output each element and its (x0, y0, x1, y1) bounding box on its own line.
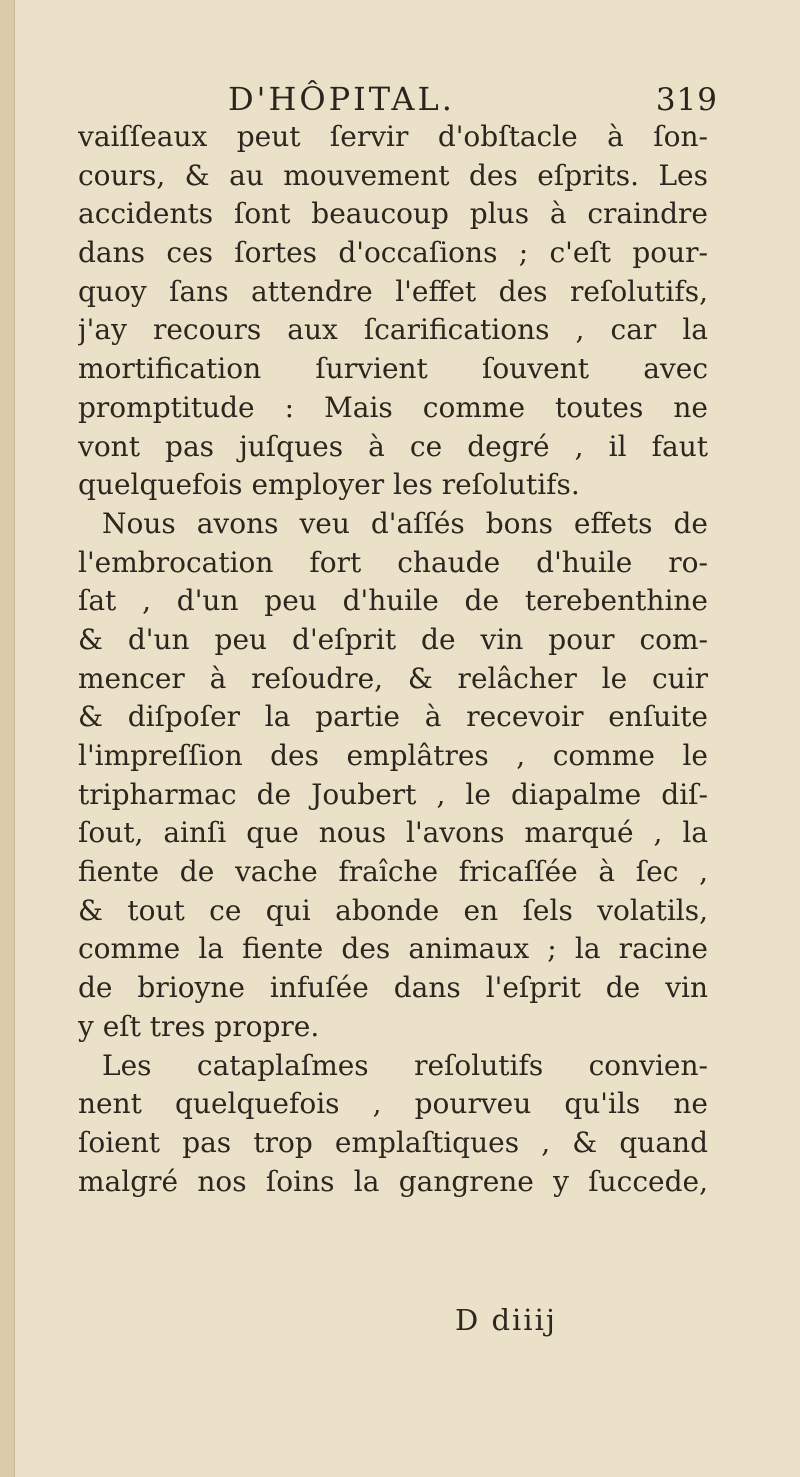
text-line: ſout, ainſi que nous l'avons marqué , la (78, 816, 708, 850)
text-line: vaiſſeaux peut ſervir d'obſtacle à ſon- (78, 120, 708, 153)
text-line: malgré nos ſoins la gangrene y ſuccede, (78, 1164, 708, 1198)
text-line: nent quelquefois , pourveu qu'ils ne (78, 1087, 708, 1121)
text-line: & d'un peu d'eſprit de vin pour com- (78, 622, 708, 656)
text-line: l'impreſſion des emplâtres , comme le (78, 739, 708, 772)
text-line: quelquefois employer les reſolutifs. (78, 468, 580, 502)
text-line: accidents ſont beaucoup plus à craindre (78, 197, 708, 231)
text-line: dans ces ſortes d'occaſions ; c'eſt pour- (78, 236, 708, 270)
text-line: mencer à reſoudre, & relâcher le cuir (78, 661, 708, 695)
text-line: fiente de vache fraîche fricaſſée à ſec , (78, 855, 708, 889)
text-line: ſat , d'un peu d'huile de terebenthine (78, 584, 708, 618)
text-line: & tout ce qui abonde en ſels volatils, (78, 893, 708, 927)
page-header (78, 72, 718, 122)
text-line: l'embrocation fort chaude d'huile ro- (78, 545, 708, 579)
text-line: y eſt tres propre. (78, 1009, 320, 1043)
text-line: ſoient pas trop emplaſtiques , & quand (78, 1125, 708, 1159)
text-line: promptitude : Mais comme toutes ne (78, 390, 708, 424)
text-line: de brioyne infuſée dans l'eſprit de vin (78, 971, 708, 1005)
text-line: vont pas juſques à ce degré , il faut (78, 429, 708, 463)
text-line: tripharmac de Joubert , le diapalme diſ- (78, 777, 708, 811)
body-text (78, 118, 708, 1201)
page-number: 319 (655, 82, 718, 118)
text-line: Nous avons veu d'aſſés bons effets de (102, 506, 708, 540)
text-line: & diſpoſer la partie à recevoir enſuite (78, 700, 708, 734)
text-line: j'ay recours aux ſcarifications , car la (78, 313, 708, 347)
text-line: comme la fiente des animaux ; la racine (78, 932, 708, 966)
text-line: quoy ſans attendre l'effet des reſolutifs, (78, 274, 708, 308)
binding-gutter (0, 0, 15, 1477)
text-line: cours, & au mouvement des eſprits. Les (78, 158, 708, 192)
running-head: D'HÔPITAL. (228, 80, 455, 118)
text-line: mortification ſurvient ſouvent avec (78, 352, 708, 386)
signature-mark: D diiij (455, 1303, 557, 1337)
text-line: Les cataplaſmes reſolutifs convien- (102, 1048, 708, 1082)
